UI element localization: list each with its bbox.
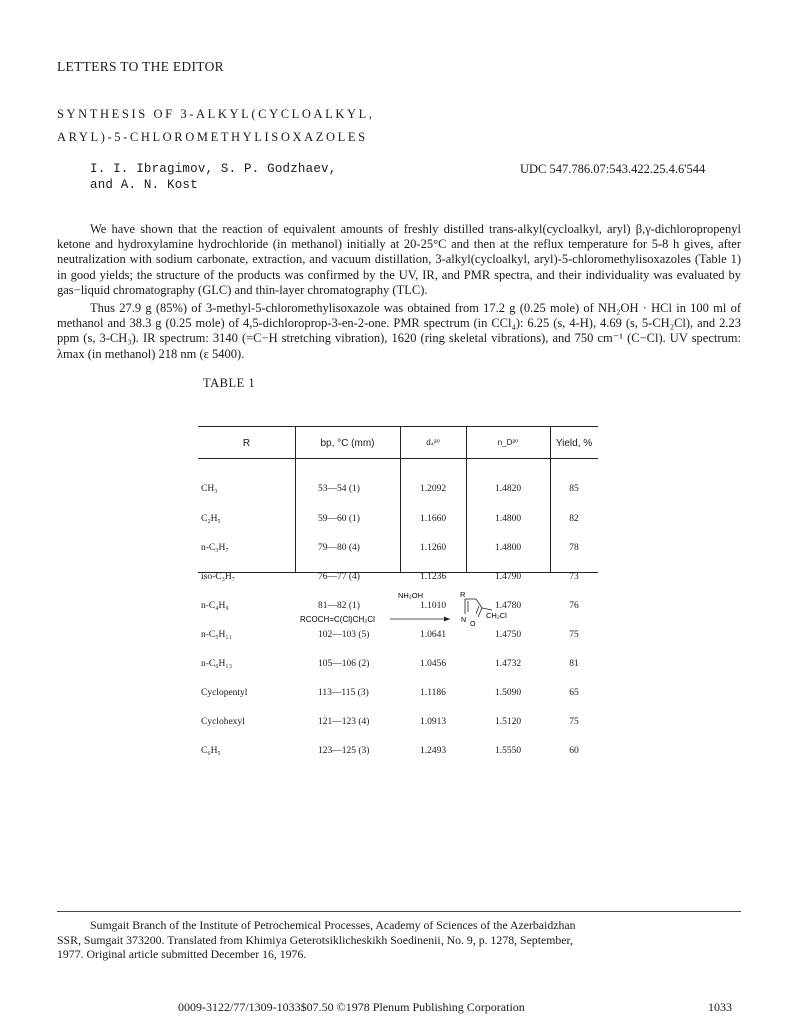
table-cell: iso-C₃H₇ [201,571,236,582]
table-caption: TABLE 1 [203,376,256,390]
table-cell: 1.5120 [494,717,522,728]
table-cell: 1.0456 [419,658,447,669]
section-header: LETTERS TO THE EDITOR [57,59,224,74]
footnote-rule [57,911,741,912]
table-cell: 1.2493 [419,746,447,757]
table-cell: CH₃ [201,484,218,495]
table-cell: 79—80 (4) [318,542,360,553]
table-cell: 85 [569,484,579,495]
article-title-line-2: ARYL)-5-CHLOROMETHYLISOXAZOLES [57,130,368,144]
table-cell: n-C₃H₇ [201,542,229,553]
table-cell: Cyclohexyl [201,717,245,728]
table-cell: 76 [569,600,579,611]
table-cell: 75 [569,717,579,728]
table-cell: 1.1186 [420,688,446,699]
table-cell: 102—103 (5) [318,629,370,640]
footnote-line: Sumgait Branch of the Institute of Petrochemical Processes, Academy of Sciences of the Azerbaidzhan [90,918,576,932]
table-cell: 1.0641 [419,629,447,640]
table-cell: 65 [569,688,579,699]
table-cell: 1.1660 [419,513,447,524]
table-cell: 76—77 (4) [318,571,360,582]
table-col-yield [555,466,593,776]
table-cell: 1.2092 [419,484,447,495]
table-cell: 113—115 (3) [318,688,369,699]
table-cell: C₆H₅ [201,746,221,757]
table-cell: 78 [569,542,579,553]
table-cell: 1.4780 [494,600,522,611]
table-cell: 82 [569,513,579,524]
table-cell: 1.1260 [419,542,447,553]
table-header-refraction: n_D²⁰ [497,438,519,447]
authors-line-2: and A. N. Kost [90,178,198,192]
table-cell: 121—123 (4) [318,717,370,728]
table-cell: 81—82 (1) [318,600,360,611]
reaction-scheme [300,584,540,640]
table-col-r [201,466,247,776]
table-cell: n-C₄H₉ [201,600,229,611]
table-cell: 1.1236 [419,571,447,582]
table-cell: 1.4732 [494,658,522,669]
udc-code: UDC 547.786.07:543.422.25.4.6'544 [520,162,706,176]
table-bottom-rule [198,572,598,573]
product-substituent: R [460,590,466,599]
table-cell: 60 [569,746,579,757]
table-cell: n-C₆H₁₃ [201,658,233,669]
table-cell: 53—54 (1) [318,484,360,495]
table-header-rule [198,458,598,459]
reactant-formula: RCOCH=C(Cl)CH₂Cl [300,615,375,624]
table-header-bp: bp, °C (mm) [320,438,375,449]
table-header-yield: Yield, % [555,438,593,449]
table-cell: 123—125 (3) [318,746,370,757]
table-cell: 1.4820 [494,484,522,495]
authors-line-1: I. I. Ibragimov, S. P. Godzhaev, [90,162,337,176]
table-cell: 105—106 (2) [318,658,370,669]
table-header-density: d₄²⁰ [426,438,440,447]
table-cell: n-C₅H₁₁ [201,629,233,640]
reagent-label: NH₂OH [398,591,423,600]
table-cell: 1.0913 [419,717,447,728]
table-divider [400,426,401,572]
footnote-line: SSR, Sumgait 373200. Translated from Khimiya Geterotsiklicheskikh Soedinenii, No. 9, p. 1278, September, [57,932,573,947]
table-cell: 81 [569,658,579,669]
table-cell: Cyclopentyl [201,688,248,699]
ring-nitrogen: N [461,617,467,624]
body-text [57,222,741,362]
table-cell: 1.5090 [494,688,522,699]
table-cell: 1.4800 [494,542,522,553]
paragraph-2: Thus 27.9 g (85%) of 3-methyl-5-chloromethylisoxazole was obtained from 17.2 g (0.25 mole) of NH₂OH · HCl in 100 ml of methanol and 38.3 g (0.25 mole) of 4,5-dichloroprop-3-en-2-one. PMR spectrum (in CCl₄): 6.25 (s, 4-H), 4.69 (s, 5-CH₂Cl), and 2.23 ppm (s, 3-CH₃). IR spectrum: 3140 (=C−H stretching vibration), 1620 (ring skeletal vibrations), and 750 cm⁻¹ (C−Cl). UV spectrum: λmax (in methanol) 218 nm (ε 5400). [57,301,741,361]
paragraph-1: We have shown that the reaction of equivalent amounts of freshly distilled trans-alkyl(cycloalkyl, aryl) β,γ-dichloropropenyl ketone and hydroxylamine hydrochloride (in methanol) initially at 20-25°C and then at the reflux temperature for 5-8 h gives, after neutralization with sodium carbonate, extraction, and vacuum distillation, 3-alkyl(cycloalkyl, aryl)-5-chloromethylisoxazoles (Table 1) in good yields; the structure of the products was confirmed by the UV, IR, and PMR spectra, and their individuality was evaluated by gas−liquid chromatography (GLC) and thin-layer chromatography (TLC). [57,222,741,297]
table-cell: 73 [569,571,579,582]
table-cell: 75 [569,629,579,640]
table-cell: C₂H₅ [201,513,221,524]
table-cell: 1.4790 [494,571,522,582]
table-top-rule [198,426,598,427]
table-cell: 1.4750 [494,629,522,640]
page-number: 1033 [708,1000,732,1014]
footnote-line: 1977. Original article submitted December 16, 1976. [57,947,307,962]
table-cell: 1.5550 [494,746,522,757]
table-cell: 1.4800 [494,513,522,524]
article-title-line-1: SYNTHESIS OF 3-ALKYL(CYCLOALKYL, [57,107,375,121]
table-cell: 59—60 (1) [318,513,360,524]
footnote [57,918,741,962]
ring-oxygen: O [470,621,476,628]
table-header-r: R [242,438,251,449]
table-cell: 1.1010 [419,600,447,611]
product-group: CH₂Cl [486,611,507,620]
copyright-line: 0009-3122/77/1309-1033$07.50 ©1978 Plenum Publishing Corporation [178,1000,525,1014]
arrow-head-icon [444,617,450,622]
table-divider [466,426,467,572]
